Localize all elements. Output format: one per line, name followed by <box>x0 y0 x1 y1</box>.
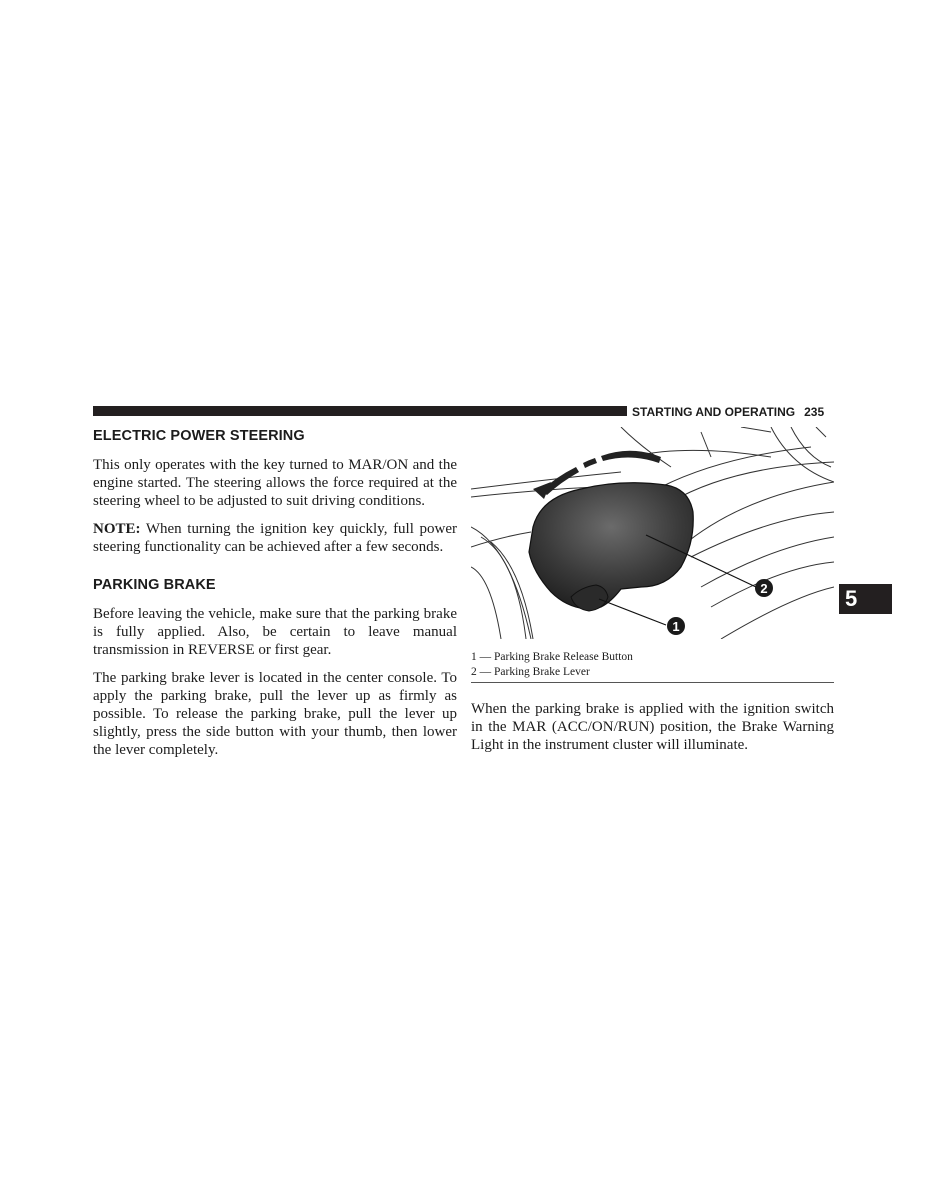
right-column <box>471 700 834 764</box>
callout-1-label: 1 <box>672 619 680 634</box>
lever-body <box>529 483 693 611</box>
running-header <box>632 405 837 419</box>
figure-caption <box>471 650 834 680</box>
left-column <box>93 428 457 769</box>
parking-brake-paragraph-2: The parking brake lever is located in the center console. To apply the parking brake, pull the lever up as firmly as possible. To release the parking brake, pull the lever up slightly, press the side button with your thumb, then lower the lever completely. <box>93 669 457 759</box>
parking-brake-paragraph-1: Before leaving the vehicle, make sure that the parking brake is fully applied. Also, be certain to leave manual transmission in REVERSE or first gear. <box>93 606 457 659</box>
page-number: 235 <box>804 405 825 419</box>
eps-paragraph: This only operates with the key turned to MAR/ON and the engine started. The steering allows the force required at the steering wheel to be adjusted to suit driving conditions. <box>93 457 457 510</box>
header-rule <box>93 406 627 416</box>
callout-1 <box>667 617 685 635</box>
caption-item-1: 1 — Parking Brake Release Button <box>471 651 633 663</box>
parking-brake-illustration <box>471 427 834 639</box>
note-paragraph <box>93 520 457 556</box>
eps-heading: ELECTRIC POWER STEERING <box>93 428 305 444</box>
section-title: STARTING AND OPERATING <box>632 405 796 419</box>
caption-rule <box>471 682 834 683</box>
note-label: NOTE: <box>93 520 141 537</box>
parking-brake-heading: PARKING BRAKE <box>93 577 216 594</box>
callout-2-label: 2 <box>760 581 768 596</box>
caption-item-2: 2 — Parking Brake Lever <box>471 666 590 678</box>
brake-warning-paragraph: When the parking brake is applied with the ignition switch in the MAR (ACC/ON/RUN) position, the Brake Warning Light in the instrument cluster will illuminate. <box>471 701 834 754</box>
callout-2 <box>755 579 773 597</box>
chapter-tab: 5 <box>839 584 892 614</box>
note-text: When turning the ignition key quickly, full power steering functionality can be achieved after a few seconds. <box>93 520 457 555</box>
